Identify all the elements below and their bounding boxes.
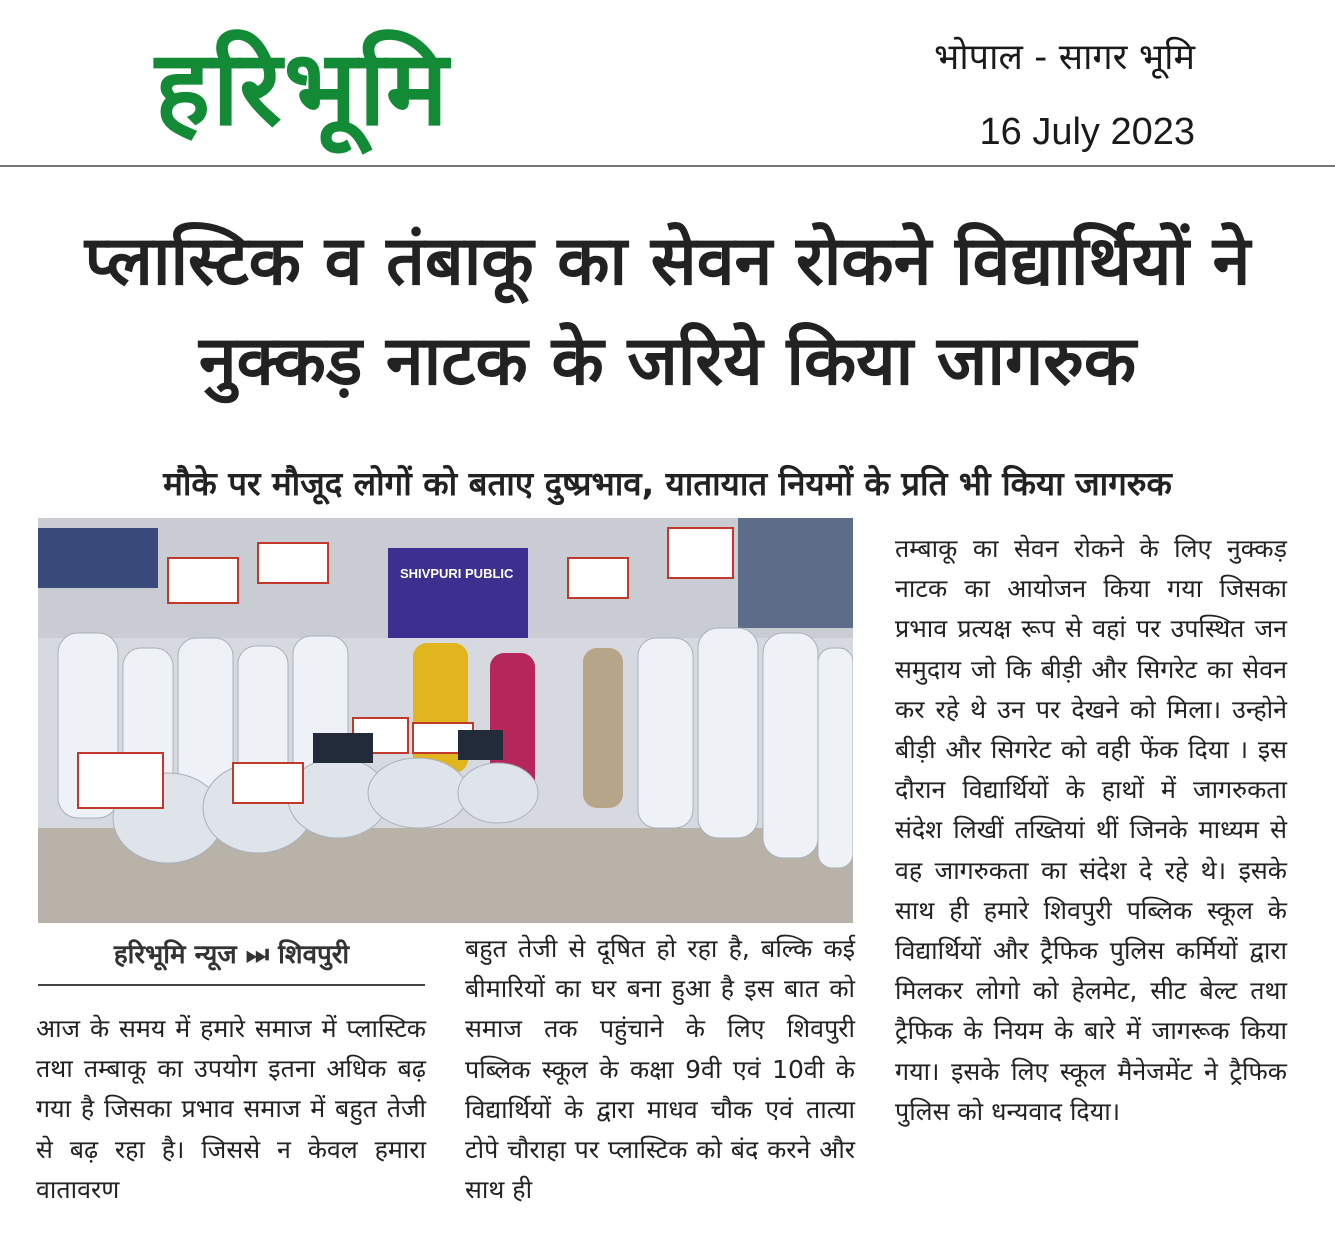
masthead	[0, 0, 1335, 165]
masthead-divider	[0, 165, 1335, 167]
subheadline: मौके पर मौजूद लोगों को बताए दुष्प्रभाव, यातायात नियमों के प्रति भी किया जागरुक	[163, 464, 1172, 503]
byline-divider	[38, 984, 425, 986]
article-column-3: तम्बाकू का सेवन रोकने के लिए नुक्कड़ नाटक का आयोजन किया गया जिसका प्रभाव प्रत्यक्ष रूप से वहां पर उपस्थित जन समुदाय जो कि बीड़ी और सिगरेट का सेवन कर रहे थे उन पर देखने को मिला। उन्होने बीड़ी और सिगरेट को वही फेंक दिया । इस दौरान विद्यार्थियों के हाथों में जागरुकता संदेश लिखीं तख्तियां थीं जिनके माध्यम से वह जागरुकता का संदेश दे रहे थे। इसके साथ ही हमारे शिवपुरी पब्लिक स्कूल के विद्यार्थियों और ट्रैफिक पुलिस कर्मियों द्वारा मिलकर लोगो को हेलमेट, सीट बेल्ट तथा ट्रैफिक के नियम के बारे में जागरूक किया गया। इसके लिए स्कूल मैनेजमेंट ने ट्रैफिक पुलिस को धन्यवाद दिया।	[895, 534, 1287, 1126]
headline: प्लास्टिक व तंबाकू का सेवन रोकने विद्यार्थियों ने नुक्कड़ नाटक के जरिये किया जागरुक	[84, 222, 1251, 401]
news-photo	[38, 518, 853, 923]
edition-name: भोपाल - सागर भूमि	[934, 37, 1195, 78]
article-column-1: आज के समय में हमारे समाज में प्लास्टिक तथा तम्बाकू का उपयोग इतना अधिक बढ़ गया है जिसका प्रभाव समाज में बहुत तेजी से बढ़ रहा है। जिससे न केवल हमारा वातावरण	[36, 1014, 426, 1204]
publication-date: 16 July 2023	[979, 111, 1195, 153]
newspaper-logo: हरिभूमि	[155, 27, 450, 149]
byline: हरिभूमि न्यूज ⏭ शिवपुरी	[113, 940, 350, 970]
article-column-2: बहुत तेजी से दूषित हो रहा है, बल्कि कई बीमारियों का घर बना हुआ है इस बात को समाज तक पहुंचाने के लिए शिवपुरी पब्लिक स्कूल के कक्षा 9वी एवं 10वी के विद्यार्थियों के द्वारा माधव चौक एवं तात्या टोपे चौराहा पर प्लास्टिक को बंद करने और साथ ही	[465, 934, 855, 1205]
banner-text: SHIVPURI PUBLIC	[400, 566, 514, 581]
